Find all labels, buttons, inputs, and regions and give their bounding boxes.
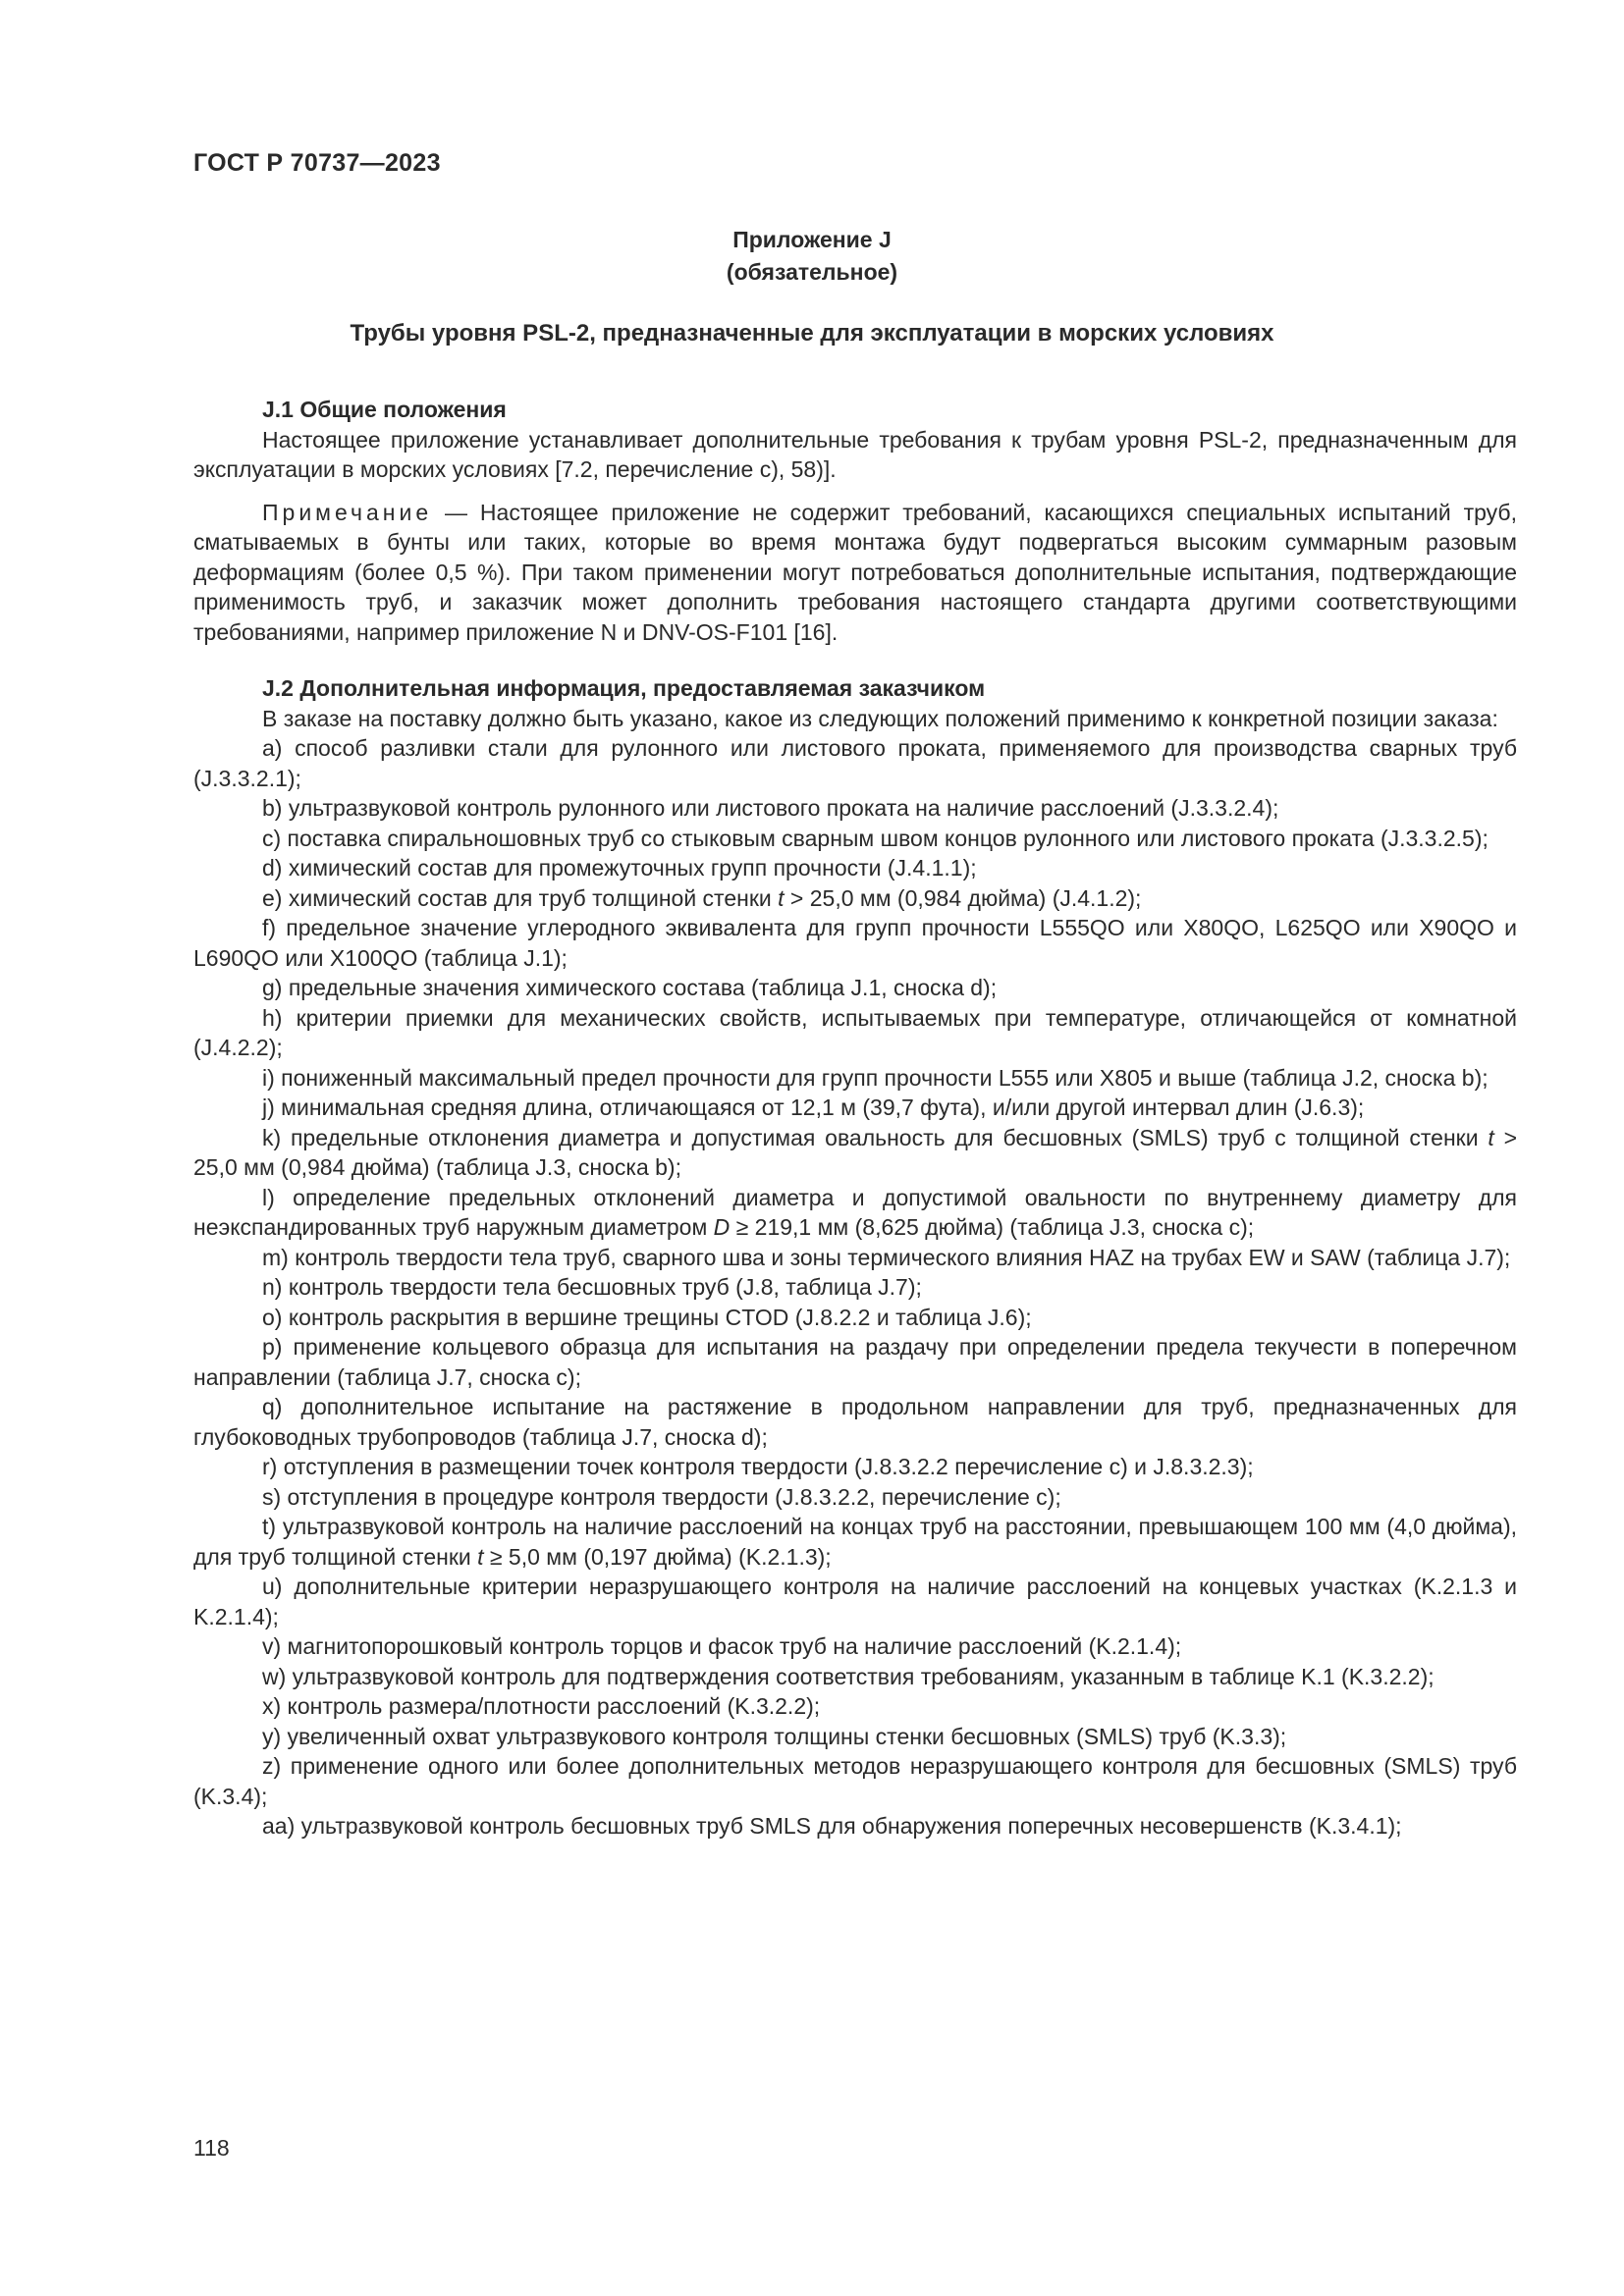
annex-label: Приложение J <box>732 227 892 252</box>
annex-status: (обязательное) <box>726 259 898 285</box>
list-item: j) минимальная средняя длина, отличающаяся от 12,1 м (39,7 фута), и/или другой интервал длин (J.6.3); <box>262 1095 1365 1120</box>
section-heading: J.1 Общие положения <box>262 397 507 422</box>
paragraph: Настоящее приложение устанавливает дополнительные требования к трубам уровня PSL-2, предназначенным для эксплуатации в морских условиях [7.2, перечисление с), 58)]. <box>193 426 1517 482</box>
list-item: r) отступления в размещении точек контроля твердости (J.8.3.2.2 перечисление c) и J.8.3.2.3); <box>262 1454 1254 1479</box>
variable: t <box>477 1543 484 1570</box>
note-label: Примечание <box>262 499 433 525</box>
list-item: t) ультразвуковой контроль на наличие расслоений на концах труб на расстоянии, превышающем 100 мм (4,0 дюйма), для труб толщиной стенки t ≥ 5,0 мм (0,197 дюйма) (K.2.1.3); <box>193 1514 1517 1570</box>
document-body <box>193 395 1517 1842</box>
list-item: d) химический состав для промежуточных групп прочности (J.4.1.1); <box>262 855 977 881</box>
list-item: e) химический состав для труб толщиной стенки t > 25,0 мм (0,984 дюйма) (J.4.1.2); <box>262 884 1142 911</box>
paragraph: В заказе на поставку должно быть указано, какое из следующих положений применимо к конкретной позиции заказа: <box>262 705 1498 731</box>
list-item: f) предельное значение углеродного эквивалента для групп прочности L555QO или X80QO, L625QO или X90QO и L690QO или X100QO (таблица J.1); <box>193 915 1517 971</box>
note-text: — Настоящее приложение не содержит требований, касающихся специальных испытаний труб, сматываемых в бунты или таких, которые во время монтажа будут подвергаться высоким суммарным разовым деформациям (более 0,5 %). При таком применении могут потребоваться дополнительные испытания, подтверждающие применимость труб, и заказчик может дополнить требования настоящего стандарта другими соответствующими требованиями, например приложение N и DNV-OS-F101 [16]. <box>193 499 1517 645</box>
list-item: n) контроль твердости тела бесшовных труб (J.8, таблица J.7); <box>262 1274 922 1300</box>
list-item: p) применение кольцевого образца для испытания на раздачу при определении предела текучести в поперечном направлении (таблица J.7, сноска c); <box>193 1334 1517 1390</box>
list-item: g) предельные значения химического состава (таблица J.1, сноска d); <box>262 975 998 1000</box>
list-item: o) контроль раскрытия в вершине трещины CTOD (J.8.2.2 и таблица J.6); <box>262 1304 1032 1330</box>
list-item: h) критерии приемки для механических свойств, испытываемых при температуре, отличающейся от комнатной (J.4.2.2); <box>193 1004 1517 1060</box>
list-item: s) отступления в процедуре контроля твердости (J.8.3.2.2, перечисление c); <box>262 1483 1061 1510</box>
list-item: l) определение предельных отклонений диаметра и допустимой овальности по внутреннему диаметру для неэкспандированных труб наружным диаметром D ≥ 219,1 мм (8,625 дюйма) (таблица J.3, сноска c); <box>193 1184 1517 1240</box>
list-item: w) ультразвуковой контроль для подтверждения соответствия требованиям, указанным в таблице K.1 (K.3.2.2); <box>262 1663 1435 1689</box>
list-item: u) дополнительные критерии неразрушающего контроля на наличие расслоений на концевых участках (K.2.1.3 и K.2.1.4); <box>193 1574 1517 1629</box>
list-item: y) увеличенный охват ультразвукового контроля толщины стенки бесшовных (SMLS) труб (K.3.3); <box>262 1723 1287 1749</box>
list-item: q) дополнительное испытание на растяжение в продольном направлении для труб, предназначенных для глубоководных трубопроводов (таблица J.7, сноска d); <box>193 1394 1517 1450</box>
list-item: i) пониженный максимальный предел прочности для групп прочности L555 или X805 и выше (таблица J.2, сноска b); <box>262 1064 1489 1091</box>
variable: t <box>1488 1124 1494 1150</box>
standard-code: ГОСТ Р 70737—2023 <box>193 149 441 177</box>
list-item: k) предельные отклонения диаметра и допустимая овальность для бесшовных (SMLS) труб с толщиной стенки t > 25,0 мм (0,984 дюйма) (таблица J.3, сноска b); <box>193 1124 1518 1180</box>
list-item: a) способ разливки стали для рулонного или листового проката, применяемого для производства сварных труб (J.3.3.2.1); <box>193 735 1517 791</box>
annex-header <box>0 224 1624 289</box>
list-item: z) применение одного или более дополнительных методов неразрушающего контроля для бесшовных (SMLS) труб (K.3.4); <box>193 1753 1517 1809</box>
page-number: 118 <box>193 2135 230 2161</box>
annex-title: Трубы уровня PSL-2, предназначенные для эксплуатации в морских условиях <box>350 320 1274 347</box>
list-item: b) ультразвуковой контроль рулонного или листового проката на наличие расслоений (J.3.3.2.4); <box>262 795 1279 821</box>
variable: t <box>778 884 785 911</box>
list-item: c) поставка спиральношовных труб со стыковым сварным швом концов рулонного или листового проката (J.3.3.2.5); <box>262 825 1489 851</box>
list-item: m) контроль твердости тела труб, сварного шва и зоны термического влияния HAZ на трубах EW и SAW (таблица J.7); <box>262 1244 1511 1270</box>
variable: D <box>713 1214 731 1240</box>
section-heading: J.2 Дополнительная информация, предоставляемая заказчиком <box>262 675 986 701</box>
list-item: aa) ультразвуковой контроль бесшовных труб SMLS для обнаружения поперечных несовершенств (K.3.4.1); <box>262 1813 1402 1839</box>
list-item: x) контроль размера/плотности расслоений (K.3.2.2); <box>262 1693 821 1719</box>
list-item: v) магнитопорошковый контроль торцов и фасок труб на наличие расслоений (K.2.1.4); <box>262 1633 1182 1659</box>
enumeration-list <box>193 733 1517 1842</box>
note <box>193 498 1517 648</box>
